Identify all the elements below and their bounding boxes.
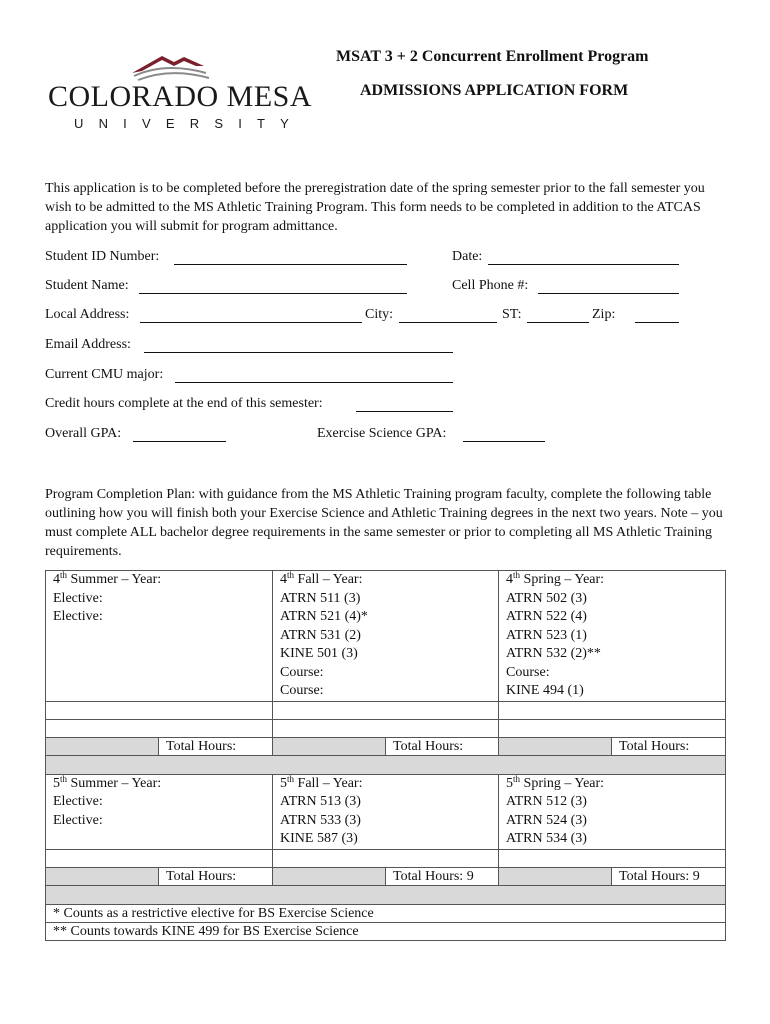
- y5-fall-cell[interactable]: [273, 774, 499, 849]
- y4-spring-line: ATRN 522 (4): [506, 609, 587, 624]
- local-address-field[interactable]: [140, 322, 362, 323]
- st-field[interactable]: [527, 322, 589, 323]
- y4-summer-heading: 4th Summer – Year:: [53, 570, 162, 587]
- cell-phone-label: Cell Phone #:: [452, 278, 529, 293]
- overall-gpa-field[interactable]: [133, 441, 226, 442]
- overall-gpa-label: Overall GPA:: [45, 426, 122, 441]
- y4-fall-blank[interactable]: [273, 701, 499, 719]
- y4-fall-line: Course:: [280, 664, 324, 680]
- y4-spring-cell[interactable]: [499, 571, 726, 702]
- intro-paragraph: This application is to be completed before the preregistration date of the spring semester prior to the fall semester you wish to be admitted to the MS Athletic Training Program. This form needs to be completed in addition to the ATCAS application you will submit for program admittance.: [45, 181, 705, 234]
- y4-summer-blank[interactable]: [46, 719, 273, 737]
- y4-fall-line: ATRN 511 (3): [280, 590, 361, 606]
- y5-fall-heading: 5th Fall – Year:: [280, 773, 363, 791]
- y5-summer-line: Elective:: [53, 794, 103, 809]
- footnote: ** Counts towards KINE 499 for BS Exercise Science: [46, 922, 726, 940]
- y4-fall-line: ATRN 521 (4)*: [280, 609, 368, 624]
- year-separator: [46, 755, 726, 774]
- major-field[interactable]: [175, 382, 453, 383]
- student-name-field[interactable]: [139, 293, 407, 294]
- student-name-label: Student Name:: [45, 278, 129, 293]
- y4-summer-total-shade: [46, 737, 159, 755]
- y4-fall-cell[interactable]: [273, 571, 499, 702]
- y4-fall-total-shade: [273, 737, 386, 755]
- y5-spring-blank[interactable]: [499, 849, 726, 867]
- cell-phone-field[interactable]: [538, 293, 679, 294]
- y4-spring-total[interactable]: Total Hours:: [612, 737, 726, 755]
- y5-fall-line: KINE 587 (3): [280, 831, 358, 846]
- email-label: Email Address:: [45, 337, 131, 352]
- y4-summer-line: Elective:: [53, 590, 103, 606]
- y4-spring-line: ATRN 532 (2)**: [506, 646, 601, 661]
- city-field[interactable]: [399, 322, 497, 323]
- year-separator: [46, 885, 726, 904]
- footnote: * Counts as a restrictive elective for BS Exercise Science: [46, 904, 726, 922]
- y4-spring-line: Course:: [506, 664, 550, 680]
- date-label: Date:: [452, 249, 483, 264]
- y4-fall-line: Course:: [280, 683, 324, 698]
- y4-spring-line: ATRN 523 (1): [506, 627, 587, 643]
- y5-fall-total[interactable]: Total Hours: 9: [386, 867, 499, 885]
- y5-spring-total[interactable]: Total Hours: 9: [612, 867, 726, 885]
- y5-spring-heading: 5th Spring – Year:: [506, 773, 605, 791]
- y5-summer-total[interactable]: Total Hours:: [159, 867, 273, 885]
- st-label: ST:: [502, 307, 522, 322]
- y5-summer-blank[interactable]: [46, 849, 273, 867]
- y4-summer-line: Elective:: [53, 609, 103, 624]
- y5-fall-total-shade: [273, 867, 386, 885]
- logo-wordmark: COLORADO MESA: [48, 80, 313, 113]
- y4-fall-line: KINE 501 (3): [280, 646, 358, 661]
- y4-spring-blank[interactable]: [499, 719, 726, 737]
- y5-spring-cell[interactable]: [499, 774, 726, 849]
- completion-plan-table: [45, 570, 726, 941]
- logo-subtitle: UNIVERSITY: [74, 116, 305, 131]
- y4-spring-line: KINE 494 (1): [506, 683, 584, 698]
- y5-spring-total-shade: [499, 867, 612, 885]
- y4-summer-cell[interactable]: [46, 571, 273, 702]
- y4-fall-blank[interactable]: [273, 719, 499, 737]
- zip-field[interactable]: [635, 322, 679, 323]
- zip-label: Zip:: [592, 307, 616, 322]
- y4-spring-total-shade: [499, 737, 612, 755]
- exsc-gpa-field[interactable]: [463, 441, 545, 442]
- y4-summer-total[interactable]: Total Hours:: [159, 737, 273, 755]
- plan-paragraph: Program Completion Plan: with guidance from the MS Athletic Training program faculty, complete the following table outlining how you will finish both your Exercise Science and Athletic Training degrees in the next two years. Note – you must complete ALL bachelor degree requirements in the same semester or prior to completing all MS Athletic Training requirements.: [45, 487, 723, 559]
- local-address-label: Local Address:: [45, 307, 130, 322]
- y5-spring-line: ATRN 512 (3): [506, 794, 587, 809]
- y5-spring-line: ATRN 524 (3): [506, 812, 587, 828]
- major-label: Current CMU major:: [45, 367, 164, 382]
- city-label: City:: [365, 307, 394, 322]
- y5-fall-line: ATRN 533 (3): [280, 812, 361, 828]
- exsc-gpa-label: Exercise Science GPA:: [317, 426, 447, 441]
- form-title: ADMISSIONS APPLICATION FORM: [360, 82, 629, 99]
- y5-summer-total-shade: [46, 867, 159, 885]
- date-field[interactable]: [488, 264, 679, 265]
- y5-fall-line: ATRN 513 (3): [280, 794, 361, 809]
- y4-summer-blank[interactable]: [46, 701, 273, 719]
- credit-hours-field[interactable]: [356, 411, 453, 412]
- program-title: MSAT 3 + 2 Concurrent Enrollment Program: [336, 48, 649, 65]
- y4-spring-line: ATRN 502 (3): [506, 590, 587, 606]
- y5-summer-line: Elective:: [53, 812, 103, 828]
- email-field[interactable]: [144, 352, 453, 353]
- y4-spring-heading: 4th Spring – Year:: [506, 570, 605, 587]
- y5-spring-line: ATRN 534 (3): [506, 831, 587, 846]
- student-id-label: Student ID Number:: [45, 249, 160, 264]
- y4-spring-blank[interactable]: [499, 701, 726, 719]
- y4-fall-line: ATRN 531 (2): [280, 627, 361, 643]
- student-id-field[interactable]: [174, 264, 407, 265]
- y5-fall-blank[interactable]: [273, 849, 499, 867]
- y4-fall-total[interactable]: Total Hours:: [386, 737, 499, 755]
- university-logo: [46, 46, 313, 131]
- y5-summer-heading: 5th Summer – Year:: [53, 773, 162, 791]
- y5-summer-cell[interactable]: [46, 774, 273, 849]
- y4-fall-heading: 4th Fall – Year:: [280, 570, 363, 587]
- credit-hours-label: Credit hours complete at the end of this semester:: [45, 396, 323, 411]
